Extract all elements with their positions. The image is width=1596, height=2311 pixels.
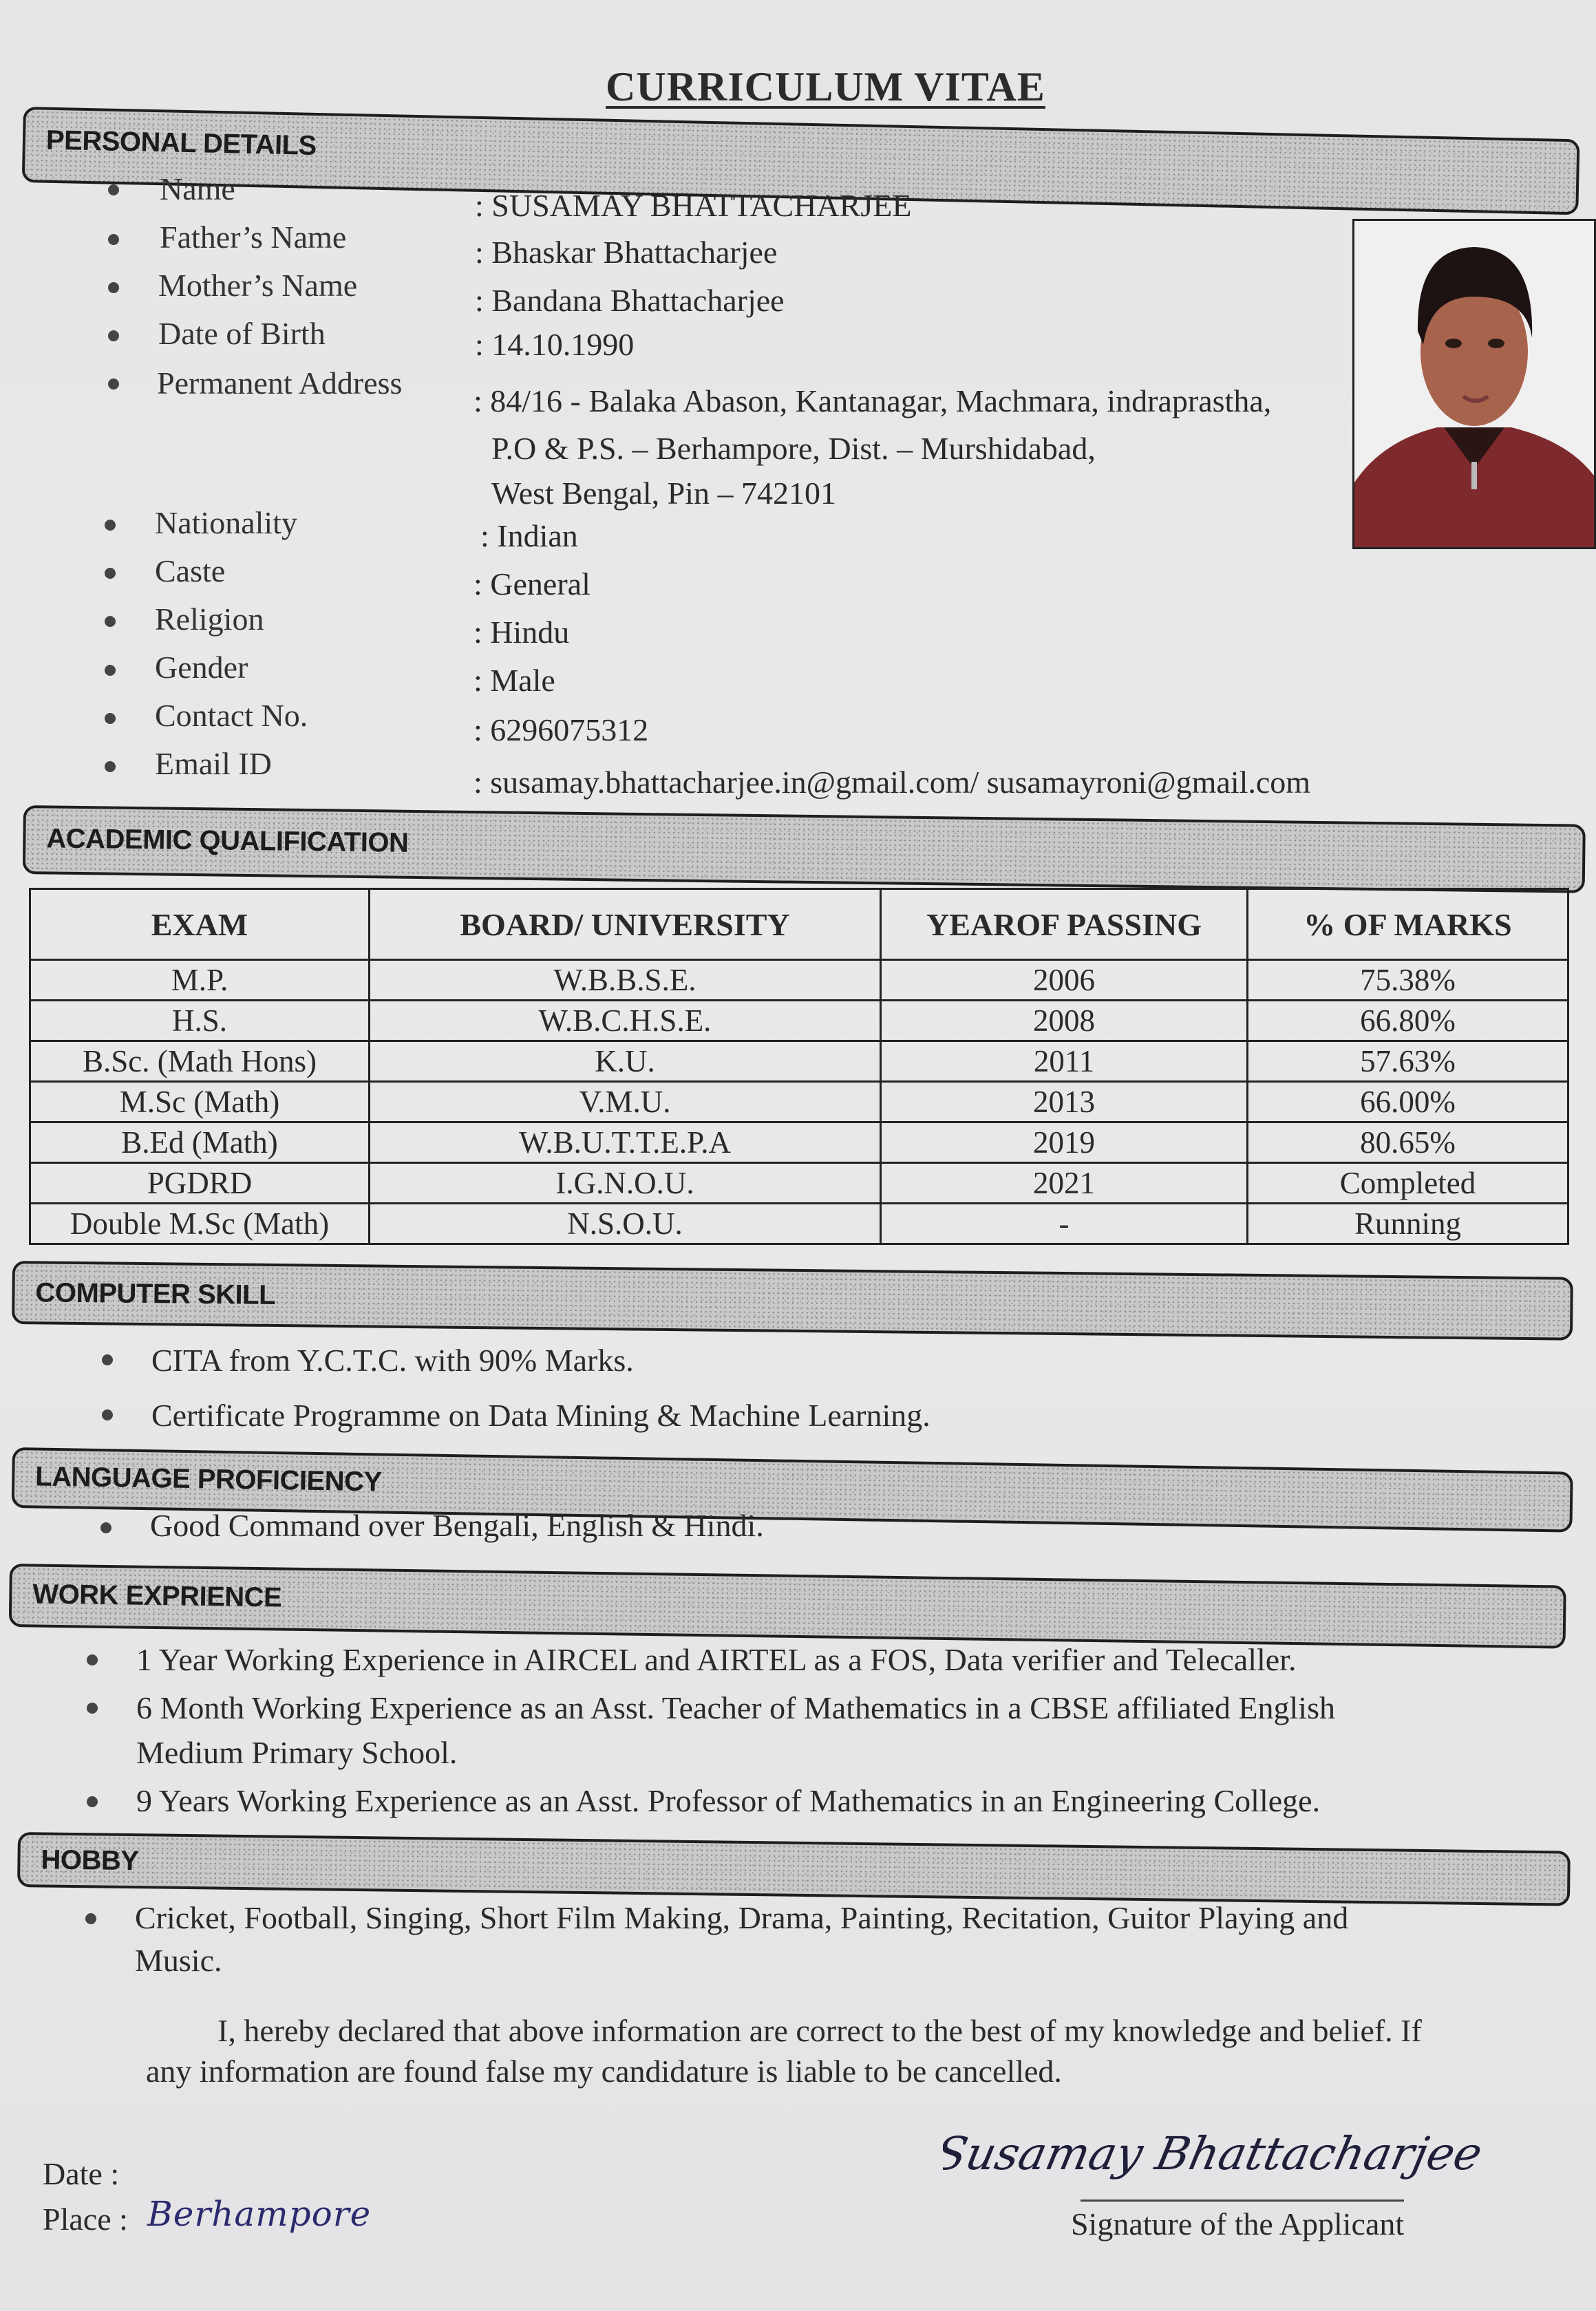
work-item-continuation: Medium Primary School. xyxy=(136,1735,458,1770)
cell-marks: Running xyxy=(1248,1204,1568,1244)
bullet-icon xyxy=(105,568,116,579)
cell-marks: 80.65% xyxy=(1248,1122,1568,1163)
bullet-icon xyxy=(105,713,116,724)
cell-board: W.B.U.T.T.E.P.A xyxy=(370,1122,881,1163)
field-label-religion: Religion xyxy=(155,601,264,637)
field-label-email: Email ID xyxy=(155,746,272,781)
field-label-father: Father’s Name xyxy=(160,220,347,255)
signature-image xyxy=(943,2120,1493,2195)
applicant-photo xyxy=(1352,219,1596,549)
cell-marks: 57.63% xyxy=(1248,1041,1568,1082)
bullet-icon xyxy=(108,234,119,245)
cell-exam: H.S. xyxy=(30,1001,370,1041)
field-value-email: : susamay.bhattacharjee.in@gmail.com/ susamayroni@gmail.com xyxy=(474,765,1311,800)
work-item: 1 Year Working Experience in AIRCEL and AIRTEL as a FOS, Data verifier and Telecaller. xyxy=(136,1642,1297,1677)
bullet-icon xyxy=(108,330,119,341)
bullet-icon xyxy=(108,184,119,195)
field-label-dob: Date of Birth xyxy=(158,316,326,351)
section-title: LANGUAGE PROFICIENCY xyxy=(34,1461,382,1498)
field-value-nationality: : Indian xyxy=(480,518,578,553)
declaration-line: I, hereby declared that above information are correct to the best of my knowledge and belief. If xyxy=(217,2013,1422,2048)
cell-year: - xyxy=(881,1204,1248,1244)
bullet-icon xyxy=(105,665,116,676)
bullet-icon xyxy=(85,1913,96,1924)
section-header-academic xyxy=(23,805,1586,893)
signature-line xyxy=(1081,2200,1404,2202)
field-label-name: Name xyxy=(160,171,235,206)
field-value-name: : SUSAMAY BHATTACHARJEE xyxy=(475,188,912,223)
cell-board: V.M.U. xyxy=(370,1082,881,1122)
section-title: WORK EXPRIENCE xyxy=(32,1579,282,1613)
section-header-computer-skill xyxy=(12,1261,1573,1341)
academic-table-body xyxy=(30,960,1568,1244)
field-value-address-line2: P.O & P.S. – Berhampore, Dist. – Murshidabad, xyxy=(491,431,1096,466)
bullet-icon xyxy=(87,1654,98,1665)
section-title: COMPUTER SKILL xyxy=(35,1277,276,1311)
work-item: 9 Years Working Experience as an Asst. Professor of Mathematics in an Engineering College. xyxy=(136,1783,1321,1818)
cell-exam: B.Sc. (Math Hons) xyxy=(30,1041,370,1082)
field-label-mother: Mother’s Name xyxy=(158,268,358,303)
bullet-icon xyxy=(105,761,116,772)
date-label: Date : xyxy=(43,2156,120,2191)
field-value-address-line3: West Bengal, Pin – 742101 xyxy=(491,476,836,511)
cell-marks: 66.00% xyxy=(1248,1082,1568,1122)
section-header-work xyxy=(9,1564,1566,1649)
bullet-icon xyxy=(108,379,119,390)
cell-exam: M.P. xyxy=(30,960,370,1001)
place-value-handwritten: Berhampore xyxy=(147,2194,372,2234)
column-header-board: BOARD/ UNIVERSITY xyxy=(370,889,881,960)
field-value-religion: : Hindu xyxy=(474,615,570,650)
bullet-icon xyxy=(87,1703,98,1714)
cell-year: 2006 xyxy=(881,960,1248,1001)
computer-skill-item: Certificate Programme on Data Mining & Machine Learning. xyxy=(151,1398,930,1433)
computer-skill-item: CITA from Y.C.T.C. with 90% Marks. xyxy=(151,1343,634,1378)
cell-board: K.U. xyxy=(370,1041,881,1082)
field-value-mother: : Bandana Bhattacharjee xyxy=(475,283,785,318)
field-value-gender: : Male xyxy=(474,663,555,698)
cell-year: 2021 xyxy=(881,1163,1248,1204)
hobby-item-continuation: Music. xyxy=(135,1943,222,1978)
field-label-gender: Gender xyxy=(155,650,248,685)
cell-board: I.G.N.O.U. xyxy=(370,1163,881,1204)
cell-marks: 66.80% xyxy=(1248,1001,1568,1041)
cell-exam: Double M.Sc (Math) xyxy=(30,1204,370,1244)
field-label-nationality: Nationality xyxy=(155,505,297,540)
field-value-contact: : 6296075312 xyxy=(474,712,649,747)
field-value-caste: : General xyxy=(474,566,590,601)
cell-board: N.S.O.U. xyxy=(370,1204,881,1244)
document-title: CURRICULUM VITAE xyxy=(606,64,1045,109)
declaration-line: any information are found false my candidature is liable to be cancelled. xyxy=(146,2054,1062,2089)
table-row xyxy=(30,960,1568,1001)
cell-board: W.B.C.H.S.E. xyxy=(370,1001,881,1041)
table-row xyxy=(30,1041,1568,1082)
table-row xyxy=(30,1163,1568,1204)
column-header-exam: EXAM xyxy=(30,889,370,960)
signature-text: Susamay Bhattacharjee xyxy=(943,2127,1487,2180)
section-header-hobby xyxy=(17,1832,1571,1906)
cell-year: 2013 xyxy=(881,1082,1248,1122)
bullet-icon xyxy=(102,1354,113,1365)
field-value-address: : 84/16 - Balaka Abason, Kantanagar, Machmara, indraprastha, xyxy=(474,383,1272,418)
signature-handwritten xyxy=(943,2120,1493,2195)
cell-year: 2011 xyxy=(881,1041,1248,1082)
cell-marks: 75.38% xyxy=(1248,960,1568,1001)
place-label: Place : xyxy=(43,2202,128,2237)
cell-marks: Completed xyxy=(1248,1163,1568,1204)
section-title: PERSONAL DETAILS xyxy=(45,125,317,161)
cell-exam: PGDRD xyxy=(30,1163,370,1204)
work-item: 6 Month Working Experience as an Asst. Teacher of Mathematics in a CBSE affiliated English xyxy=(136,1690,1335,1725)
table-header-row xyxy=(30,889,1568,960)
cell-exam: B.Ed (Math) xyxy=(30,1122,370,1163)
portrait-image xyxy=(1354,221,1594,547)
field-label-address: Permanent Address xyxy=(157,365,403,401)
field-value-father: : Bhaskar Bhattacharjee xyxy=(475,235,778,270)
signature-caption: Signature of the Applicant xyxy=(1071,2206,1405,2241)
cell-year: 2008 xyxy=(881,1001,1248,1041)
bullet-icon xyxy=(100,1522,111,1533)
column-header-year: YEAROF PASSING xyxy=(881,889,1248,960)
field-value-dob: : 14.10.1990 xyxy=(475,327,635,362)
academic-table xyxy=(29,888,1569,1245)
bullet-icon xyxy=(105,520,116,531)
bullet-icon xyxy=(108,282,119,293)
field-label-contact: Contact No. xyxy=(155,698,308,733)
section-title: HOBBY xyxy=(41,1844,139,1877)
table-row xyxy=(30,1001,1568,1041)
table-row xyxy=(30,1082,1568,1122)
column-header-marks: % OF MARKS xyxy=(1248,889,1568,960)
cell-year: 2019 xyxy=(881,1122,1248,1163)
bullet-icon xyxy=(105,616,116,627)
field-label-caste: Caste xyxy=(155,553,226,588)
language-item: Good Command over Bengali, English & Hindi. xyxy=(150,1508,764,1543)
bullet-icon xyxy=(102,1409,113,1420)
section-title: ACADEMIC QUALIFICATION xyxy=(46,823,409,858)
bullet-icon xyxy=(87,1796,98,1807)
cell-exam: M.Sc (Math) xyxy=(30,1082,370,1122)
hobby-item: Cricket, Football, Singing, Short Film Making, Drama, Painting, Recitation, Guitor Playing and xyxy=(135,1900,1349,1935)
cell-board: W.B.B.S.E. xyxy=(370,960,881,1001)
table-row xyxy=(30,1122,1568,1163)
table-row xyxy=(30,1204,1568,1244)
